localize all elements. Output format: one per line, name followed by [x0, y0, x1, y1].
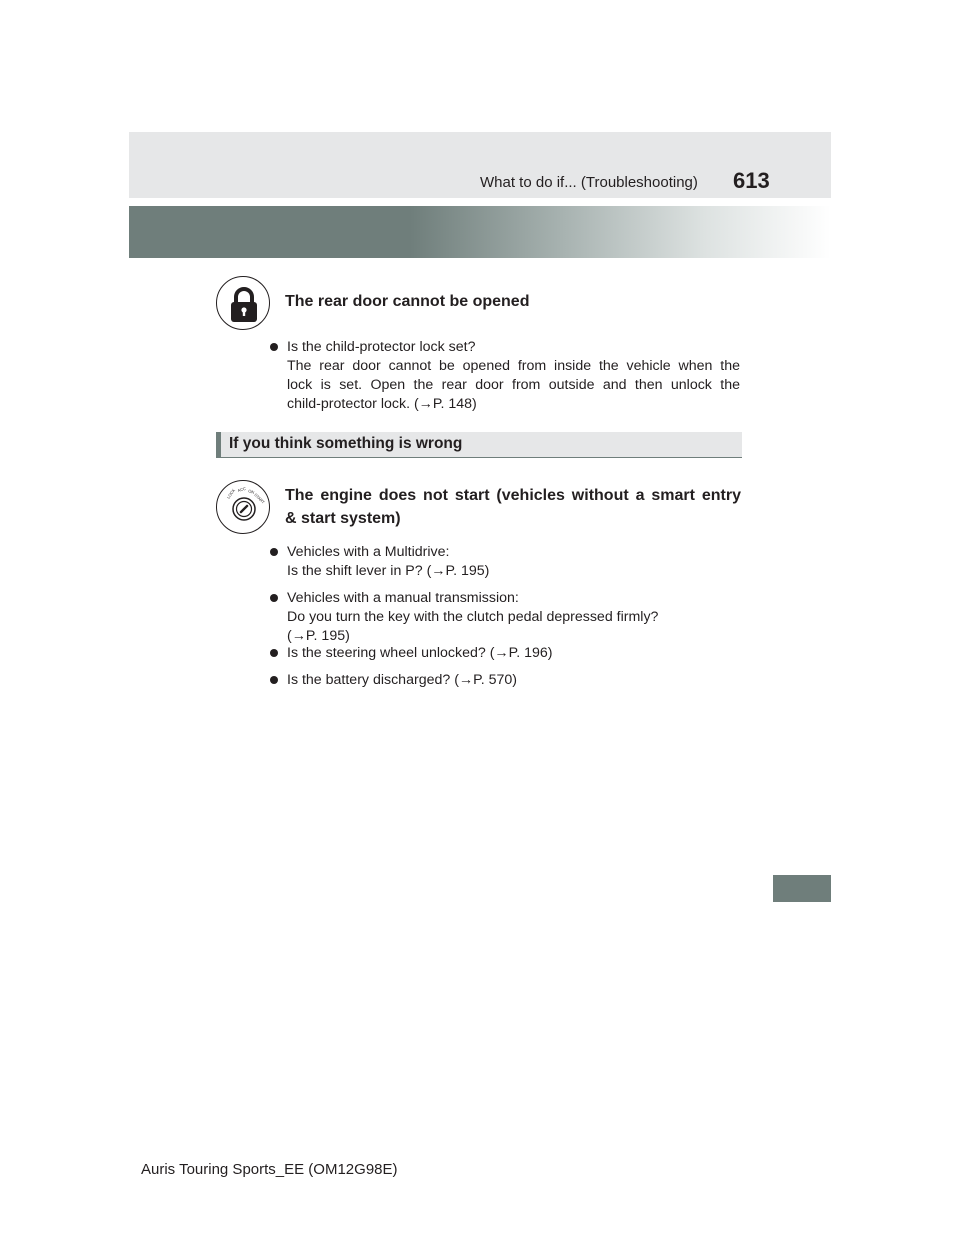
- switch-label-start: START: [253, 492, 266, 505]
- bullet-text-line: Vehicles with a Multidrive:: [287, 544, 450, 560]
- engine-heading: [285, 484, 741, 530]
- section-heading-bar: [216, 432, 742, 458]
- bullet-text-line: child-protector lock. (→P. 148): [287, 396, 477, 412]
- list-item: [270, 338, 740, 414]
- chapter-tab: [773, 875, 831, 902]
- bullet-icon: [270, 676, 278, 684]
- ignition-switch-icon: [216, 480, 270, 534]
- list-item: [270, 644, 740, 663]
- bullet-icon: [270, 343, 278, 351]
- bullet-text-line: Is the shift lever in P? (→P. 195): [287, 563, 490, 579]
- page-number: 613: [733, 168, 770, 193]
- bullet-icon: [270, 649, 278, 657]
- footer-model: Auris Touring Sports_EE (OM12G98E): [141, 1161, 398, 1178]
- bullet-text-line: The rear door cannot be opened from inside the vehicle when the: [287, 358, 740, 374]
- bullet-icon: [270, 548, 278, 556]
- bullet-text-line: Do you turn the key with the clutch pedal depressed firmly?: [287, 609, 659, 625]
- bullet-question: Is the child-protector lock set?: [287, 339, 476, 355]
- section-heading: If you think something is wrong: [229, 435, 463, 452]
- engine-heading-line: The engine does not start (vehicles without a smart entry: [285, 487, 741, 504]
- switch-label-acc: ACC: [236, 485, 247, 493]
- bullet-text-line: Vehicles with a manual transmission:: [287, 590, 519, 606]
- list-item: [270, 671, 740, 690]
- bullet-text-line: (→P. 195): [287, 628, 350, 644]
- bullet-text-line: lock is set. Open the rear door from outside and then unlock the: [287, 377, 740, 393]
- chapter-banner: [129, 206, 831, 258]
- section-title: What to do if... (Troubleshooting): [480, 174, 698, 191]
- list-item: [270, 589, 740, 646]
- bullet-icon: [270, 594, 278, 602]
- padlock-icon: [216, 276, 270, 330]
- bullet-text-line: Is the battery discharged? (→P. 570): [287, 672, 518, 688]
- engine-heading-line: & start system): [285, 510, 401, 527]
- bullet-text-line: Is the steering wheel unlocked? (→P. 196): [287, 645, 553, 661]
- rear-door-heading: The rear door cannot be opened: [285, 293, 530, 310]
- switch-label-on: ON: [247, 488, 255, 495]
- section-accent: [216, 432, 221, 457]
- switch-label-lock: LOCK: [225, 487, 237, 500]
- list-item: [270, 543, 740, 581]
